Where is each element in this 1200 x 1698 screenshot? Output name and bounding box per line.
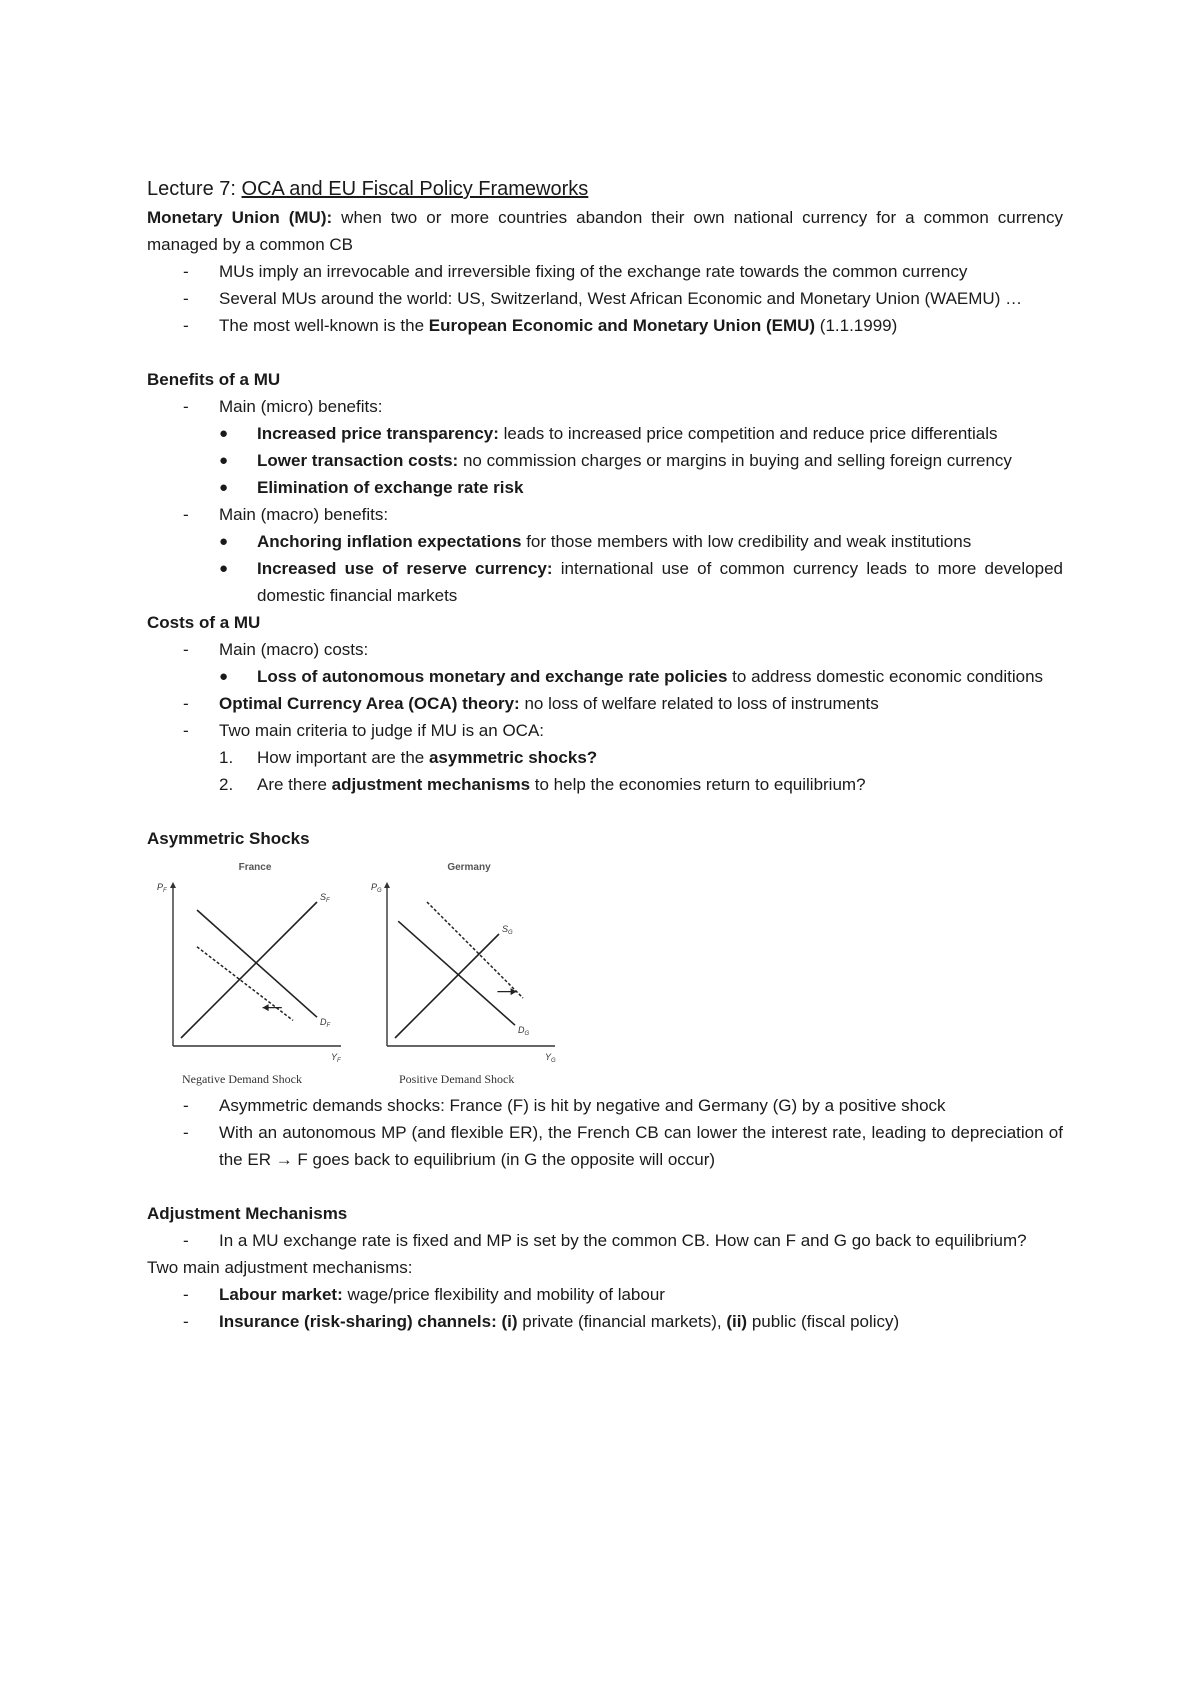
y-axis-label: $P_G$ [371,882,382,894]
bullet-bold: Lower transaction costs: [257,451,459,470]
section-heading: Benefits of a MU [147,370,281,389]
list-item [147,258,1063,285]
dash-marker: - [183,694,189,713]
series-line [197,910,317,1017]
lecture-notes [147,174,1063,1335]
insurance-bold: Insurance (risk-sharing) channels: [219,1312,497,1331]
benefits-heading [147,366,1063,393]
dash-marker: - [183,316,189,335]
list-item-text: Two main criteria to judge if MU is an OCA: [219,721,545,740]
dash-marker: - [183,262,189,281]
insurance-ii: (ii) [726,1312,748,1331]
bullet-bold: Loss of autonomous monetary and exchange rate policies [257,667,728,686]
list-item [147,690,1063,717]
bullet-marker: ● [219,452,229,469]
bullet-item [147,528,1063,555]
bullet-item [147,474,1063,501]
bullet-bold: Anchoring inflation expectations [257,532,522,551]
dash-marker: - [183,721,189,740]
france-chart-svg [155,856,355,1066]
dash-marker: - [183,1096,189,1115]
criteria-pre: How important are the [257,748,429,767]
emu-post: (1.1.1999) [815,316,898,335]
bullet-marker: ● [219,425,229,442]
list-item-text: Main (macro) benefits: [219,505,389,524]
criteria-bold: asymmetric shocks? [428,748,598,767]
oca-bold: Optimal Currency Area (OCA) theory: [219,694,520,713]
bullet-marker: ● [219,479,229,496]
y-axis-label: $P_F$ [157,882,167,894]
page-title [147,174,1063,204]
costs-heading [147,609,1063,636]
bullet-text: for those members with low credibility and weak institutions [521,532,972,551]
section-heading: Costs of a MU [147,613,261,632]
chart-title: France [238,862,272,873]
list-item-text: In a MU exchange rate is fixed and MP is set by the common CB. How can F and G go back to equilibrium? [219,1231,1027,1250]
series-label: $D_F$ [320,1017,331,1030]
bullet-item [147,555,1063,609]
labour-text: wage/price flexibility and mobility of labour [342,1285,665,1304]
section-heading: Asymmetric Shocks [147,829,310,848]
bullet-text: leads to increased price competition and reduce price differentials [498,424,998,443]
number-marker: 1. [219,748,234,767]
list-item-text: Main (macro) costs: [219,640,369,659]
series-line [395,934,499,1038]
bullet-text: no commission charges or margins in buying and selling foreign currency [458,451,1012,470]
bullet-text: to address domestic economic conditions [727,667,1044,686]
y-axis-arrowhead [170,882,176,888]
numbered-item [147,771,1063,798]
list-item-text: Several MUs around the world: US, Switzerland, West African Economic and Monetary Union (WAEMU) … [219,289,1023,308]
france-chart [155,856,355,1074]
germany-chart [369,856,569,1074]
criteria-pre: Are there [257,775,332,794]
bullet-bold: Increased price transparency: [257,424,499,443]
list-item-text: With an autonomous MP (and flexible ER), the French CB can lower the interest rate, leading to depreciation of the ER → F goes back to equilibrium (in G the opposite will occur) [219,1123,1063,1169]
number-marker: 2. [219,775,234,794]
section-heading: Adjustment Mechanisms [147,1204,348,1223]
list-item [147,1119,1063,1173]
x-axis-label: $Y_G$ [545,1052,556,1064]
shift-arrowhead [263,1004,269,1011]
list-item [147,285,1063,312]
y-axis-arrowhead [384,882,390,888]
germany-caption: Positive Demand Shock [399,1072,515,1086]
mu-term: Monetary Union (MU): [147,208,333,227]
bullet-bold: Elimination of exchange rate risk [257,478,524,497]
france-caption: Negative Demand Shock [182,1072,302,1086]
dash-marker: - [183,1123,189,1142]
dash-marker: - [183,505,189,524]
oca-text: no loss of welfare related to loss of instruments [519,694,879,713]
series-line [181,902,317,1038]
list-item [147,717,1063,744]
bullet-item [147,447,1063,474]
list-item-text: MUs imply an irrevocable and irreversible fixing of the exchange rate towards the common currency [219,262,968,281]
insurance-public: public (fiscal policy) [747,1312,900,1331]
bullet-item [147,663,1063,690]
emu-pre: The most well-known is the [219,316,429,335]
bullet-marker: ● [219,533,229,550]
series-label: $S_G$ [502,924,513,936]
title-topic: OCA and EU Fiscal Policy Frameworks [241,178,589,200]
dash-marker: - [183,289,189,308]
list-item [147,312,1063,339]
insurance-i: (i) [501,1312,518,1331]
list-item [147,501,1063,528]
adjustment-intro: Two main adjustment mechanisms: [147,1258,413,1277]
series-line [427,902,523,998]
list-item [147,1092,1063,1119]
dash-marker: - [183,1231,189,1250]
bullet-marker: ● [219,668,229,685]
list-item [147,1308,1063,1335]
mu-definition-text: when two or more countries abandon their own national currency for a common currency managed by a common CB [147,208,1063,254]
series-label: $D_G$ [518,1025,530,1038]
x-axis-label: $Y_F$ [331,1052,341,1064]
labour-bold: Labour market: [219,1285,343,1304]
emu-bold: European Economic and Monetary Union (EMU) [428,316,816,335]
list-item-text: Asymmetric demands shocks: France (F) is hit by negative and Germany (G) by a positive shock [219,1096,946,1115]
dash-marker: - [183,1312,189,1331]
list-item [147,1281,1063,1308]
bullet-bold: Increased use of reserve currency: [257,559,553,578]
list-item-text: Main (micro) benefits: [219,397,383,416]
chart-title: Germany [447,862,491,873]
bullet-item [147,420,1063,447]
list-item [147,636,1063,663]
criteria-bold: adjustment mechanisms [331,775,531,794]
dash-marker: - [183,397,189,416]
germany-chart-svg [369,856,569,1066]
adjustment-heading [147,1200,1063,1227]
insurance-private: private (financial markets), [517,1312,727,1331]
series-label: $S_F$ [320,892,330,904]
shocks-heading [147,825,1063,852]
dash-marker: - [183,1285,189,1304]
dash-marker: - [183,640,189,659]
bullet-marker: ● [219,560,229,577]
numbered-item [147,744,1063,771]
bullet-text: international use of common currency leads to more developed domestic financial markets [257,559,1063,605]
asymmetric-shocks-figure [147,852,1063,1092]
title-prefix: Lecture 7: [147,178,236,200]
list-item [147,1227,1063,1254]
mu-definition [147,204,1063,258]
list-item [147,393,1063,420]
criteria-post: to help the economies return to equilibrium? [530,775,866,794]
